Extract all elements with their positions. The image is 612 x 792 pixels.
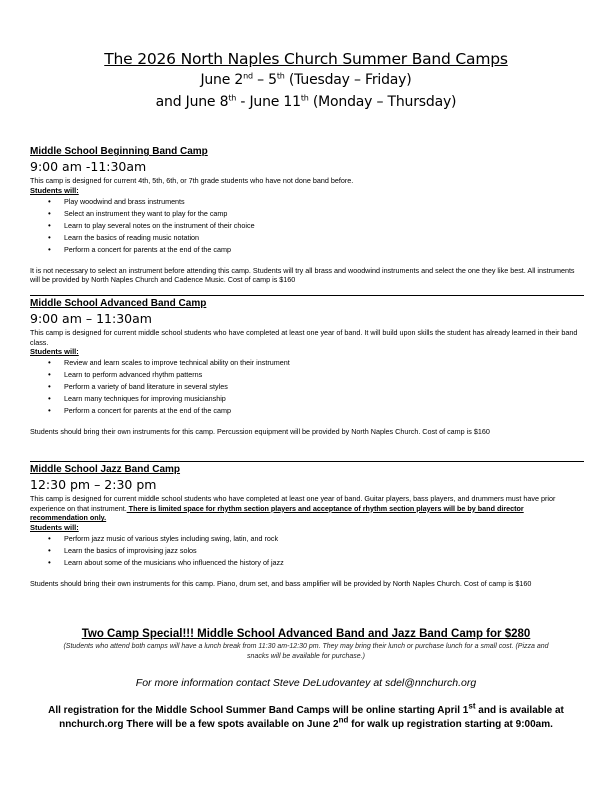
beginning-camp-note: It is not necessary to select an instrument before attending this camp. Students will try all brass and woodwind instruments and select the one they like best. All instruments will be provided by North Naples Church and Cadence Music. Cost of camp is $160 xyxy=(30,265,575,285)
two-camp-special-heading: Two Camp Special!!! Middle School Advanced Band and Jazz Band Camp for $280 xyxy=(81,628,531,640)
jazz-limited-space-notice: There is limited space for rhythm section players and acceptance of rhythm section players will be by band director recommendation only. xyxy=(30,503,524,523)
advanced-camp-section xyxy=(30,297,582,437)
list-item: • Select an instrument they want to play for the camp xyxy=(30,208,582,220)
contact-line: For more information contact Steve DeLudovantey at sdel@nnchurch.org xyxy=(135,677,477,689)
section-divider xyxy=(30,295,584,296)
jazz-camp-section xyxy=(30,463,582,588)
advanced-students-will: Students will: xyxy=(30,347,79,357)
list-item: • Perform jazz music of various styles including swing, latin, and rock xyxy=(30,533,582,545)
list-item: • Review and learn scales to improve technical ability on their instrument xyxy=(30,357,582,369)
list-item: • Learn to perform advanced rhythm patterns xyxy=(30,369,582,381)
beginning-camp-description: This camp is designed for current 4th, 5th, 6th, or 7th grade students who have not done band before. xyxy=(30,176,354,185)
two-camp-special-note: (Students who attend both camps will have a lunch break from 11:30 am-12:30 pm. They may bring their lunch or purchase lunch for a small cost. (Pizza and snacks will be available for purchase.) xyxy=(63,643,549,660)
advanced-camp-description: This camp is designed for current middle school students who have completed at least one year of band. It will build upon skills the student has already learned in their band class. xyxy=(30,328,578,347)
date-line-2: and June 8th - June 11th (Monday – Thursday) xyxy=(155,93,457,110)
jazz-camp-heading: Middle School Jazz Band Camp xyxy=(30,464,181,475)
beginning-bullet-list xyxy=(30,196,582,256)
list-item: • Perform a concert for parents at the end of the camp xyxy=(30,405,582,417)
list-item: • Learn the basics of reading music notation xyxy=(30,232,582,244)
advanced-bullet-list xyxy=(30,357,582,417)
jazz-bullet-list xyxy=(30,533,582,569)
advanced-camp-note: Students should bring their own instruments for this camp. Percussion equipment will be provided by North Naples Church. Cost of camp is $160 xyxy=(30,427,490,437)
list-item: • Learn about some of the musicians who influenced the history of jazz xyxy=(30,557,582,569)
list-item: • Perform a variety of band literature in several styles xyxy=(30,381,582,393)
date-line-1: June 2nd – 5th (Tuesday – Friday) xyxy=(200,71,412,88)
jazz-students-will: Students will: xyxy=(30,522,79,532)
jazz-camp-description: This camp is designed for current middle school students who have completed at least one year of band. Guitar players, bass players, and drummers must have prior experience on that instrument. There is limited space for rhythm section players and acceptance of rhythm section players will be by band director recommendation only. xyxy=(30,494,556,523)
beginning-camp-time: 9:00 am -11:30am xyxy=(30,159,147,174)
section-divider xyxy=(30,461,584,462)
list-item: • Play woodwind and brass instruments xyxy=(30,196,582,208)
beginning-students-will: Students will: xyxy=(30,185,79,195)
page-title: The 2026 North Naples Church Summer Band Camps xyxy=(104,50,508,68)
beginning-camp-heading: Middle School Beginning Band Camp xyxy=(30,146,208,157)
list-item: • Perform a concert for parents at the end of the camp xyxy=(30,244,582,256)
list-item: • Learn to play several notes on the instrument of their choice xyxy=(30,220,582,232)
advanced-camp-time: 9:00 am – 11:30am xyxy=(30,311,152,326)
list-item: • Learn many techniques for improving musicianship xyxy=(30,393,582,405)
list-item: • Learn the basics of improvising jazz solos xyxy=(30,545,582,557)
advanced-camp-heading: Middle School Advanced Band Camp xyxy=(30,298,207,309)
jazz-camp-time: 12:30 pm – 2:30 pm xyxy=(30,477,157,492)
registration-notice: All registration for the Middle School Summer Band Camps will be online starting April 1st and is available at nnchurch.org There will be a few spots available on June 2nd for walk up registration starting at 9:00am. xyxy=(48,701,564,730)
beginning-camp-section xyxy=(30,145,582,285)
jazz-camp-note: Students should bring their own instruments for this camp. Piano, drum set, and bass amplifier will be provided by North Naples Church. Cost of camp is $160 xyxy=(30,578,532,588)
